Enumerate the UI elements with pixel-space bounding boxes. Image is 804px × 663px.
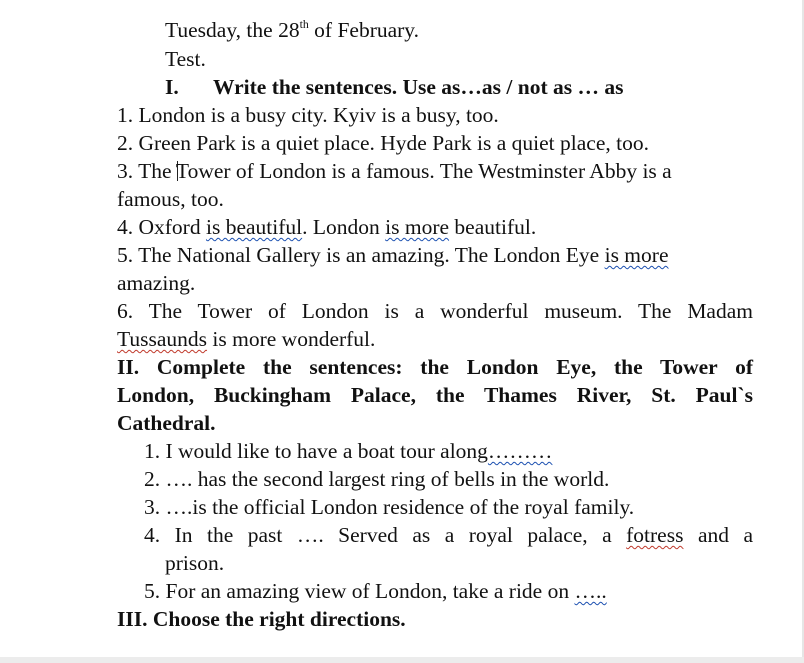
s1-item-3-post: ower of London is a famous. The Westminster Abby is a: [187, 159, 672, 183]
date-line: [165, 16, 419, 44]
s2-item-4-post: and a: [683, 523, 753, 547]
s2-item-1: [144, 437, 552, 465]
section-2-heading-line-2: [117, 381, 753, 409]
s1-item-6-cont: [117, 325, 375, 353]
s1-item-4-pre: 4. Oxford: [117, 215, 206, 239]
s1-item-5: [117, 241, 669, 269]
s2-item-2: 2. …. has the second largest ring of bells in the world.: [144, 467, 610, 491]
test-label: Test.: [165, 47, 206, 71]
section-1-numeral: I.: [165, 75, 179, 99]
s2-item-4: [144, 521, 753, 549]
blank-dots: …..: [574, 579, 607, 603]
section-1-heading: [165, 73, 623, 101]
s2-item-5-pre: 5. For an amazing view of London, take a ride on: [144, 579, 575, 603]
s1-item-5-pre: 5. The National Gallery is an amazing. The London Eye: [117, 243, 605, 267]
s1-item-4: [117, 213, 536, 241]
section-2-heading-text-1: II. Complete the sentences: the London Eye, the Tower of: [117, 355, 753, 379]
s1-item-4-post: beautiful.: [449, 215, 537, 239]
grammar-underline: is more: [604, 243, 669, 267]
s1-item-3: [117, 157, 672, 185]
s1-item-6-text: 6. The Tower of London is a wonderful museum. The Madam: [117, 299, 753, 323]
spelling-underline: Tussaunds: [117, 327, 208, 351]
s1-item-5-cont: amazing.: [117, 271, 196, 295]
page-edge-bottom: [0, 657, 804, 663]
s2-item-4-cont: prison.: [165, 551, 225, 575]
section-2-heading-text-2: London, Buckingham Palace, the Thames River, St. Paul`s: [117, 383, 753, 407]
s1-item-2: 2. Green Park is a quiet place. Hyde Park is a quiet place, too.: [117, 131, 649, 155]
s1-item-4-mid: . London: [302, 215, 386, 239]
s1-item-3-pre: 3. The: [117, 159, 177, 183]
blank-dots: ………: [487, 439, 553, 463]
s2-item-1-pre: 1. I would like to have a boat tour along: [144, 439, 488, 463]
s1-item-6-cont-post: is more wonderful.: [207, 327, 376, 351]
grammar-underline: is more: [385, 215, 450, 239]
grammar-underline: is beautiful: [205, 215, 303, 239]
s2-item-5: [144, 577, 607, 605]
section-3-heading: III. Choose the right directions.: [117, 607, 406, 631]
date-text: Tuesday, the 28: [165, 18, 300, 42]
s2-item-4-pre: 4. In the past …. Served as a royal palace, a: [144, 523, 627, 547]
section-1-title: Write the sentences. Use as…as / not as … as: [213, 75, 624, 99]
s1-item-3-letter: T: [175, 159, 188, 183]
section-2-heading-line-3: Cathedral.: [117, 411, 216, 435]
date-month: of February.: [308, 18, 420, 42]
spelling-underline: fotress: [626, 523, 684, 547]
s1-item-6: [117, 297, 753, 325]
s1-item-1: 1. London is a busy city. Kyiv is a busy, too.: [117, 103, 499, 127]
s1-item-3-cont: famous, too.: [117, 187, 224, 211]
section-2-heading-line-1: [117, 353, 753, 381]
date-ordinal: th: [299, 17, 309, 32]
s2-item-3: 3. ….is the official London residence of the royal family.: [144, 495, 635, 519]
